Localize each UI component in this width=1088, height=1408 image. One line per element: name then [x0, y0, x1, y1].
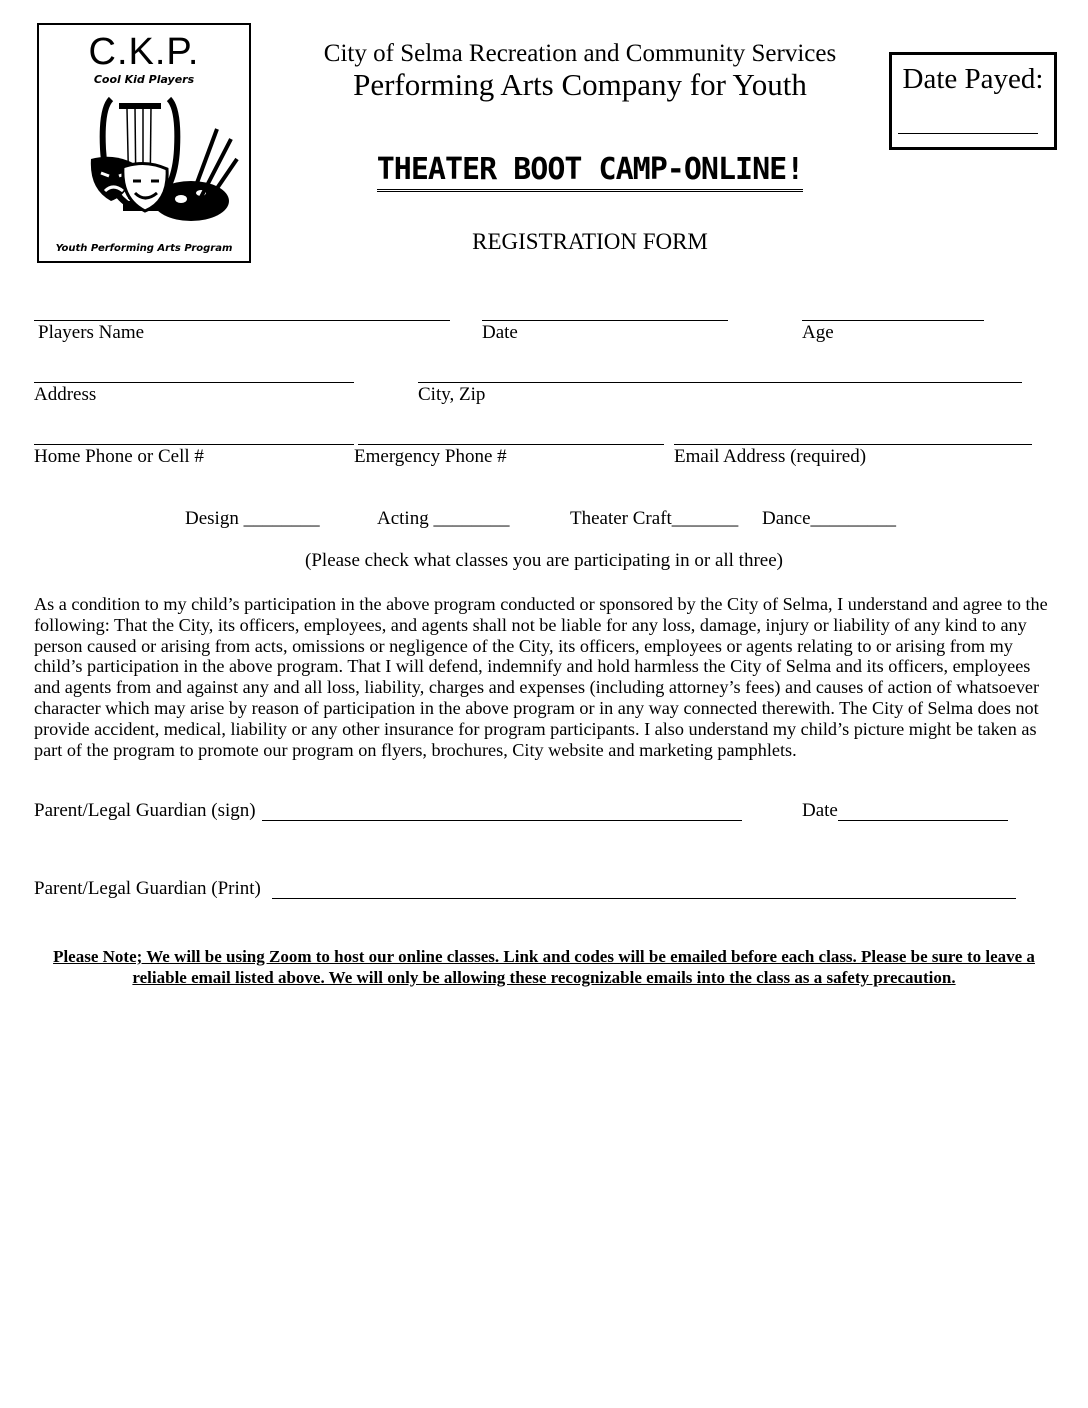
org-name: City of Selma Recreation and Community Services — [323, 40, 837, 67]
guardian-print-line[interactable] — [272, 898, 1016, 899]
age-label: Age — [802, 322, 834, 343]
date-line[interactable] — [482, 320, 728, 321]
guardian-sign-line[interactable] — [262, 820, 742, 821]
class-dance[interactable]: Dance_________ — [762, 508, 897, 529]
page-title-text: THEATER BOOT CAMP-ONLINE! — [377, 152, 804, 192]
sign-date-label: Date — [802, 800, 838, 821]
guardian-sign-label: Parent/Legal Guardian (sign) — [34, 800, 256, 821]
form-subtitle: REGISTRATION FORM — [472, 229, 708, 254]
address-line[interactable] — [34, 382, 354, 383]
address-label: Address — [34, 384, 97, 405]
date-payed-box — [889, 52, 1057, 150]
class-theater-craft[interactable]: Theater Craft_______ — [570, 508, 739, 529]
email-line[interactable] — [674, 444, 1032, 445]
lyre-masks-icon — [41, 89, 251, 239]
waiver-text: As a condition to my child’s participation in the above program conducted or sponsored by the City of Selma, I understand and agree to the following: That the City, its officers, employees, and agents shall not be liable for any loss, damage, injury or liability of any kind to any person caused or arising from acts, omissions or negligence of the City, its officers, employees or agents relating to or arising from my child’s participation in the above program. That I will defend, indemnify and hold harmless the City of Selma and its officers, employees and agents from and against any and all loss, liability, charges and expenses (including attorney’s fees) and causes of action of whatsoever character which may arise by reason of participation in the above program or in any way connected therewith. The City of Selma does not provide accident, medical, liability or any other insurance for program participants. I also understand my child’s picture might be taken as part of the program to promote our program on flyers, brochures, City website and marketing pamphlets. — [34, 594, 1048, 760]
logo-subtitle: Cool Kid Players — [93, 73, 195, 86]
email-label: Email Address (required) — [674, 446, 867, 467]
home-phone-label: Home Phone or Cell # — [34, 446, 204, 467]
age-line[interactable] — [802, 320, 984, 321]
logo-footer: Youth Performing Arts Program — [55, 243, 233, 254]
page-title — [290, 152, 890, 187]
city-zip-label: City, Zip — [418, 384, 486, 405]
emergency-phone-line[interactable] — [358, 444, 664, 445]
emergency-phone-label: Emergency Phone # — [354, 446, 507, 467]
city-zip-line[interactable] — [418, 382, 1022, 383]
logo-title: C.K.P. — [88, 31, 200, 73]
class-acting[interactable]: Acting ________ — [377, 508, 510, 529]
sign-date-line[interactable] — [838, 820, 1008, 821]
players-name-line[interactable] — [34, 320, 450, 321]
date-label: Date — [482, 322, 518, 343]
program-name: Performing Arts Company for Youth — [353, 67, 807, 102]
class-design[interactable]: Design ________ — [185, 508, 320, 529]
class-instruction: (Please check what classes you are participating in or all three) — [305, 550, 783, 571]
ckp-logo — [37, 23, 251, 263]
date-payed-label: Date Payed: — [902, 63, 1044, 95]
zoom-note: Please Note; We will be using Zoom to host our online classes. Link and codes will be emailed before each class. Please be sure to leave a reliable email listed above. We will only be allowing these recognizable emails into the class as a safety precaution. — [53, 947, 1035, 987]
home-phone-line[interactable] — [34, 444, 354, 445]
guardian-print-label: Parent/Legal Guardian (Print) — [34, 878, 261, 899]
players-name-label: Players Name — [38, 322, 145, 343]
date-payed-line[interactable] — [898, 133, 1038, 134]
